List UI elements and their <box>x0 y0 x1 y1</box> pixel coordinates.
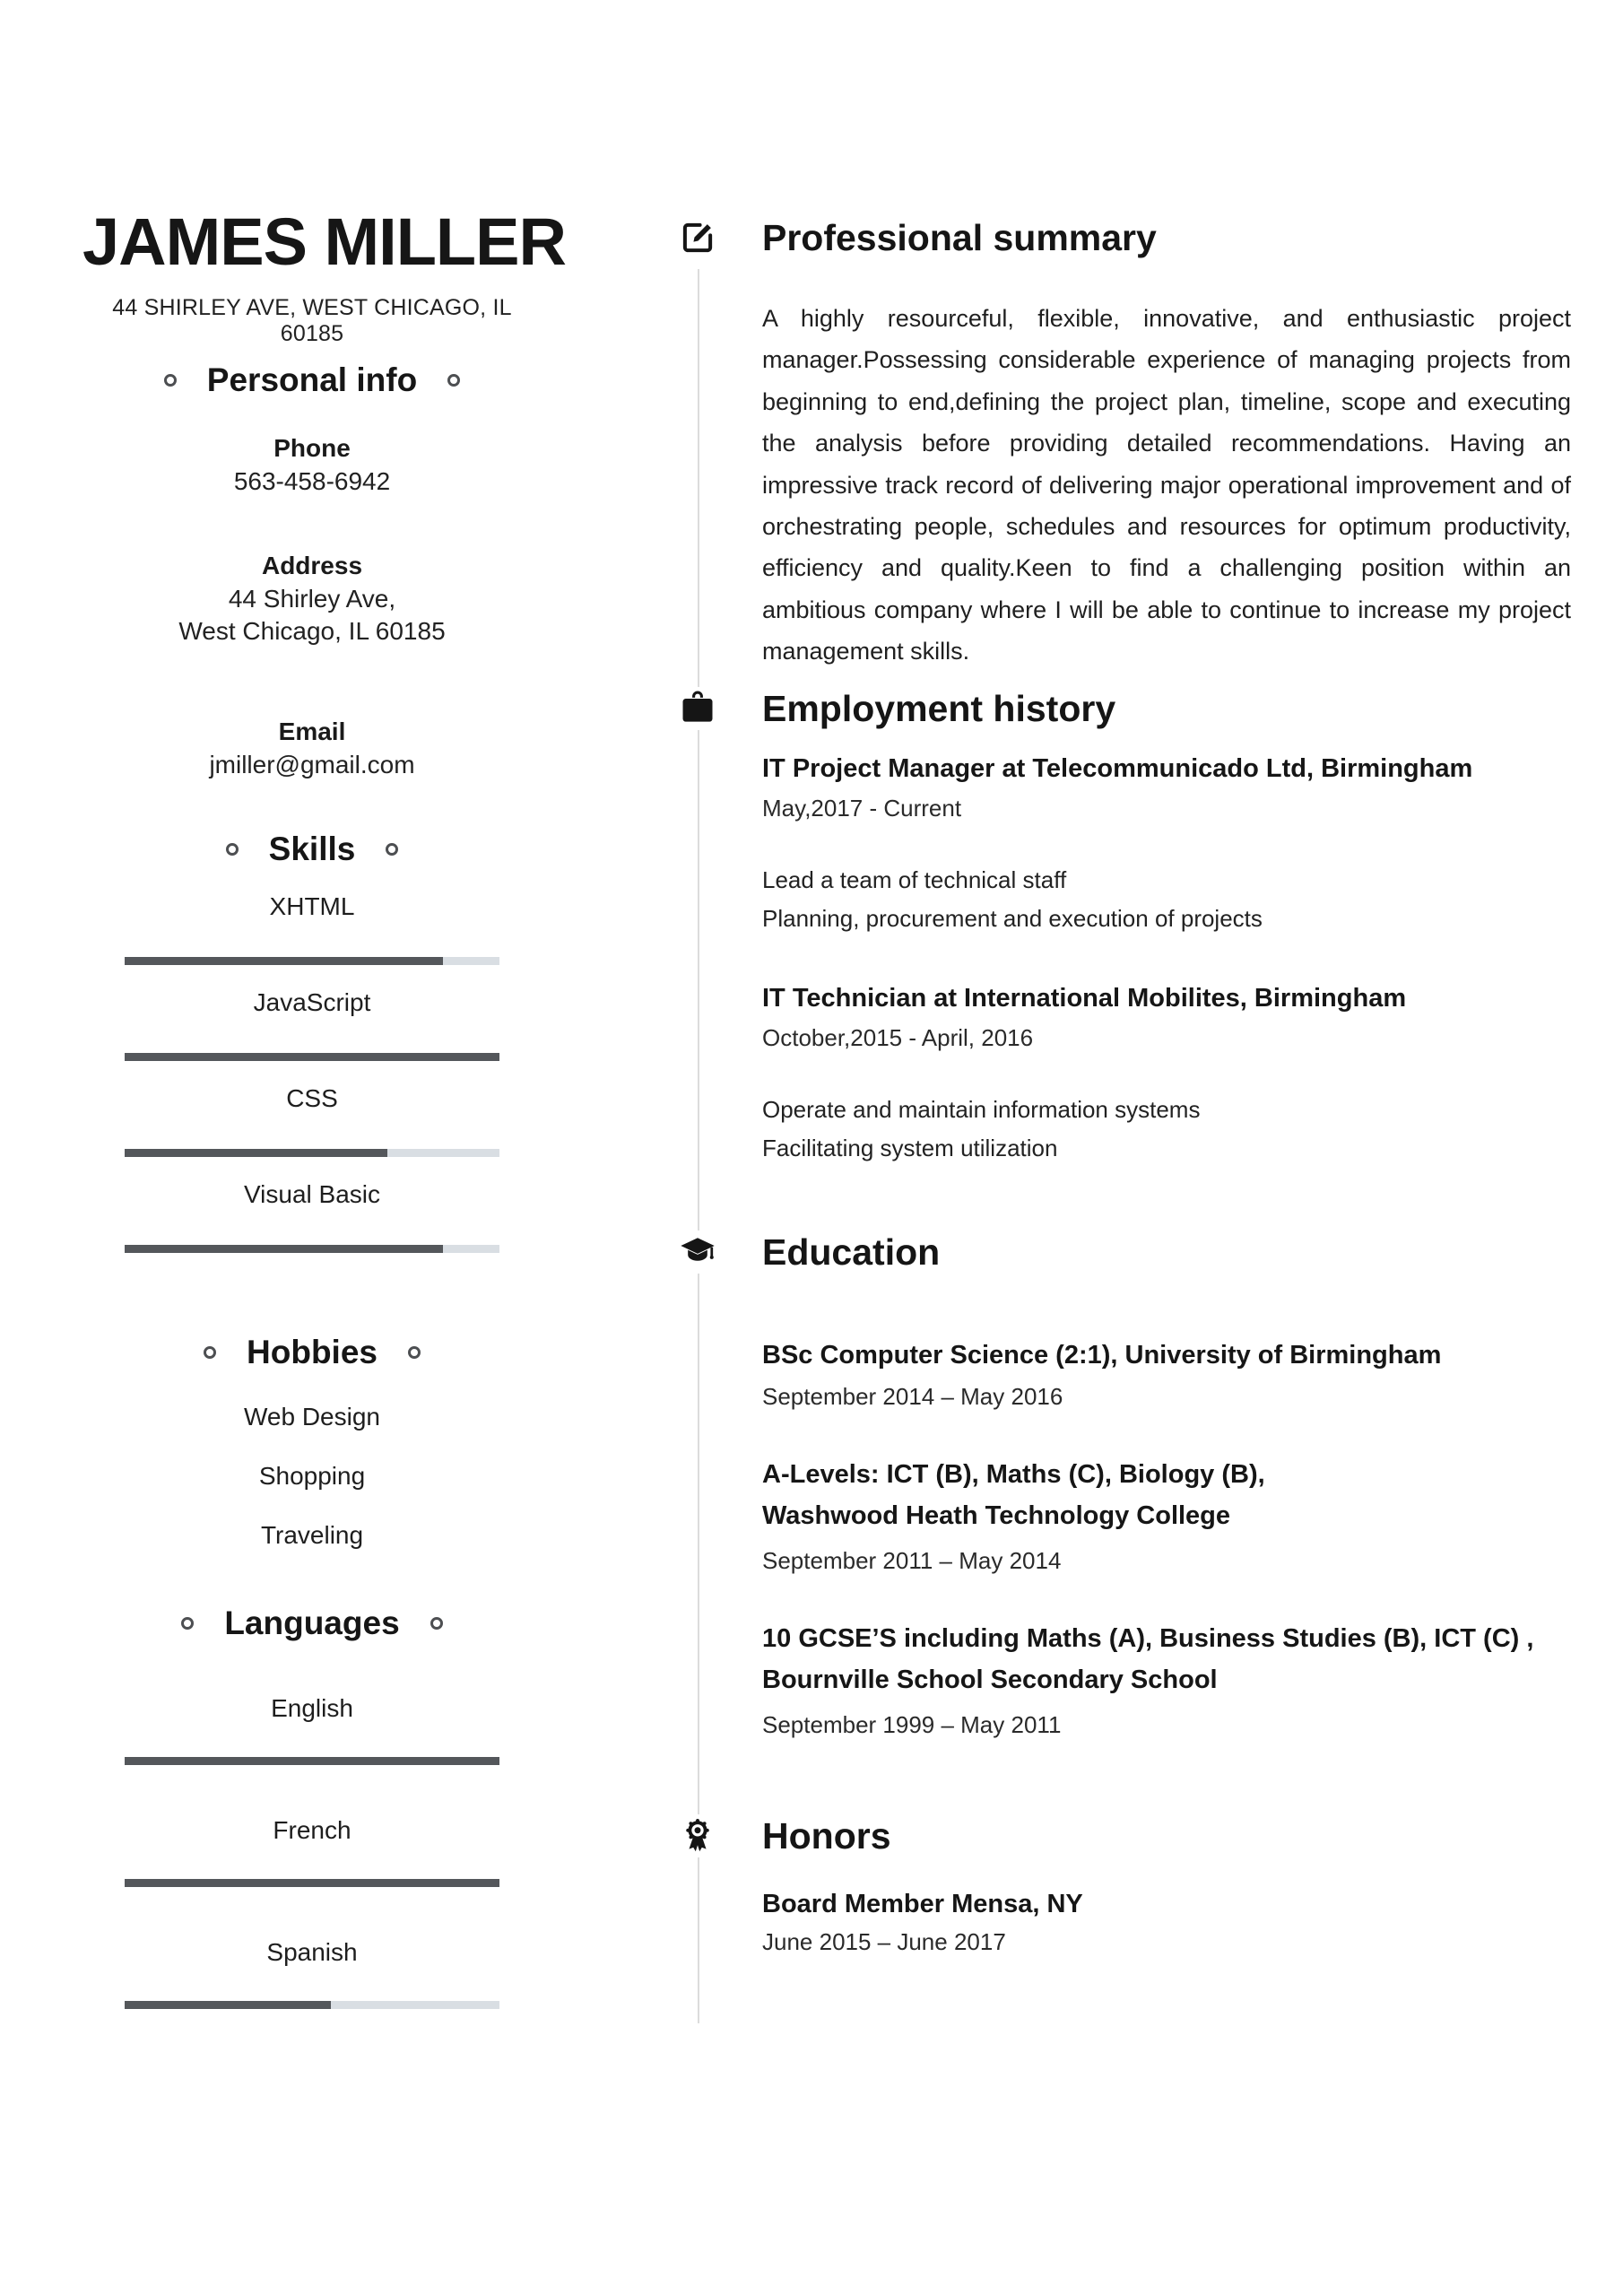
education-header <box>678 1230 940 1274</box>
job-entry <box>762 981 1569 1168</box>
hobbies-section <box>82 1333 542 1550</box>
ring-bullet-icon <box>164 374 177 387</box>
skill-name: Visual Basic <box>243 1180 380 1208</box>
job-title: IT Project Manager at Telecommunicado Ltd, Birmingham <box>762 754 1473 783</box>
address-field <box>82 551 542 648</box>
ring-bullet-icon <box>181 1617 194 1630</box>
skill-bar <box>125 1245 499 1253</box>
job-dates: May,2017 - Current <box>762 795 962 822</box>
language-bar-fill <box>125 2001 331 2009</box>
honor-dates: June 2015 – June 2017 <box>762 1928 1006 1955</box>
personal-info-heading <box>82 361 542 400</box>
job-dates: October,2015 - April, 2016 <box>762 1024 1034 1051</box>
candidate-name: JAMES MILLER <box>82 204 566 279</box>
skill-name: CSS <box>286 1084 338 1112</box>
languages-section <box>82 1604 542 2009</box>
language-row <box>82 1937 542 2009</box>
header-address: 44 SHIRLEY AVE, WEST CHICAGO, IL 60185 <box>112 295 512 346</box>
skill-bar <box>125 957 499 965</box>
ring-bullet-icon <box>408 1346 421 1359</box>
skill-row <box>82 1083 542 1157</box>
hobby-item: Web Design <box>243 1403 380 1431</box>
honors-title: Honors <box>762 1815 891 1857</box>
job-bullet: Planning, procurement and execution of projects <box>762 905 1263 932</box>
skill-row <box>82 987 542 1061</box>
phone-label: Phone <box>273 434 351 462</box>
honor-entry <box>762 1887 1569 1957</box>
hobby-item: Shopping <box>258 1462 366 1490</box>
summary-title: Professional summary <box>762 217 1157 258</box>
hobbies-title: Hobbies <box>247 1334 378 1370</box>
honor-title: Board Member Mensa, NY <box>762 1890 1083 1918</box>
ring-bullet-icon <box>430 1617 443 1630</box>
employment-entries <box>762 752 1569 1168</box>
ring-bullet-icon <box>226 843 239 856</box>
email-field <box>82 717 542 781</box>
email-value: jmiller@gmail.com <box>209 751 415 778</box>
job-entry <box>762 752 1569 938</box>
languages-title: Languages <box>224 1605 400 1641</box>
education-degree: A-Levels: ICT (B), Maths (C), Biology (B), <box>762 1460 1265 1489</box>
languages-heading <box>82 1604 542 1643</box>
job-title: IT Technician at International Mobilites, Birmingham <box>762 984 1407 1013</box>
summary-header <box>678 215 1157 260</box>
section-timeline-line <box>698 269 699 2023</box>
job-bullets <box>762 861 1569 938</box>
address-label: Address <box>261 552 363 579</box>
language-row <box>82 1815 542 1887</box>
skills-heading <box>82 830 542 869</box>
education-entries <box>762 1338 1569 1740</box>
language-name: French <box>273 1816 352 1844</box>
employment-title: Employment history <box>762 688 1116 729</box>
phone-field <box>82 433 542 498</box>
education-school: Washwood Heath Technology College <box>762 1501 1231 1530</box>
summary-paragraph: A highly resourceful, flexible, innovative, and enthusiastic project manager.Possessing considerable experience of managing projects from beginning to end,defining the project plan, timeline, scope and executing the analysis before providing detailed recommendations. Having an impressive track record of delivering major operational improvement and of orchestrating people, schedules and resources for optimum productivity, efficiency and quality.Keen to find a challenging position within an ambitious company where I will be able to continue to increase my project management skills. <box>762 305 1571 665</box>
skill-bar-fill <box>125 1053 499 1061</box>
skill-bar <box>125 1053 499 1061</box>
header-block <box>82 199 566 347</box>
education-degree: 10 GCSE’S including Maths (A), Business Studies (B), ICT (C) , <box>762 1624 1534 1653</box>
language-bar <box>125 1757 499 1765</box>
job-bullets <box>762 1091 1569 1168</box>
education-entry <box>762 1454 1569 1576</box>
job-bullet: Lead a team of technical staff <box>762 866 1067 893</box>
language-row <box>82 1693 542 1765</box>
edit-square-icon <box>678 216 717 259</box>
personal-info-section <box>82 361 542 781</box>
education-title: Education <box>762 1231 941 1273</box>
job-bullet: Operate and maintain information systems <box>762 1096 1201 1123</box>
ring-bullet-icon <box>386 843 398 856</box>
skill-bar-fill <box>125 1149 387 1157</box>
language-bar-fill <box>125 1879 499 1887</box>
employment-header <box>678 686 1115 731</box>
language-bar <box>125 2001 499 2009</box>
skill-bar-fill <box>125 957 443 965</box>
email-label: Email <box>278 718 346 745</box>
phone-value: 563-458-6942 <box>233 467 391 495</box>
personal-info-title: Personal info <box>206 361 418 398</box>
ring-bullet-icon <box>447 374 460 387</box>
job-bullet: Facilitating system utilization <box>762 1135 1058 1161</box>
skill-row <box>82 1179 542 1253</box>
honors-header <box>678 1813 891 1858</box>
skill-bar-fill <box>125 1245 443 1253</box>
medal-icon <box>678 1814 717 1857</box>
honors-entries <box>762 1887 1569 1957</box>
language-bar-fill <box>125 1757 499 1765</box>
language-name: Spanish <box>266 1938 358 1966</box>
education-school: Bournville School Secondary School <box>762 1665 1218 1694</box>
education-entry <box>762 1618 1569 1740</box>
hobby-item: Traveling <box>260 1521 364 1549</box>
skill-name: XHTML <box>269 892 355 920</box>
education-degree: BSc Computer Science (2:1), University of Birmingham <box>762 1341 1442 1370</box>
skill-row <box>82 891 542 965</box>
education-dates: September 2014 – May 2016 <box>762 1383 1063 1410</box>
skills-section <box>82 830 542 1253</box>
education-entry <box>762 1338 1569 1412</box>
ring-bullet-icon <box>204 1346 216 1359</box>
hobbies-heading <box>82 1333 542 1372</box>
skill-bar <box>125 1149 499 1157</box>
language-name: English <box>271 1694 353 1722</box>
language-bar <box>125 1879 499 1887</box>
graduation-cap-icon <box>678 1231 717 1274</box>
address-value-line1: 44 Shirley Ave, <box>228 585 396 613</box>
briefcase-icon <box>678 687 717 730</box>
skill-name: JavaScript <box>253 988 371 1016</box>
education-dates: September 2011 – May 2014 <box>762 1547 1062 1574</box>
education-dates: September 1999 – May 2011 <box>762 1711 1062 1738</box>
address-value-line2: West Chicago, IL 60185 <box>178 617 446 645</box>
skills-title: Skills <box>268 831 356 867</box>
